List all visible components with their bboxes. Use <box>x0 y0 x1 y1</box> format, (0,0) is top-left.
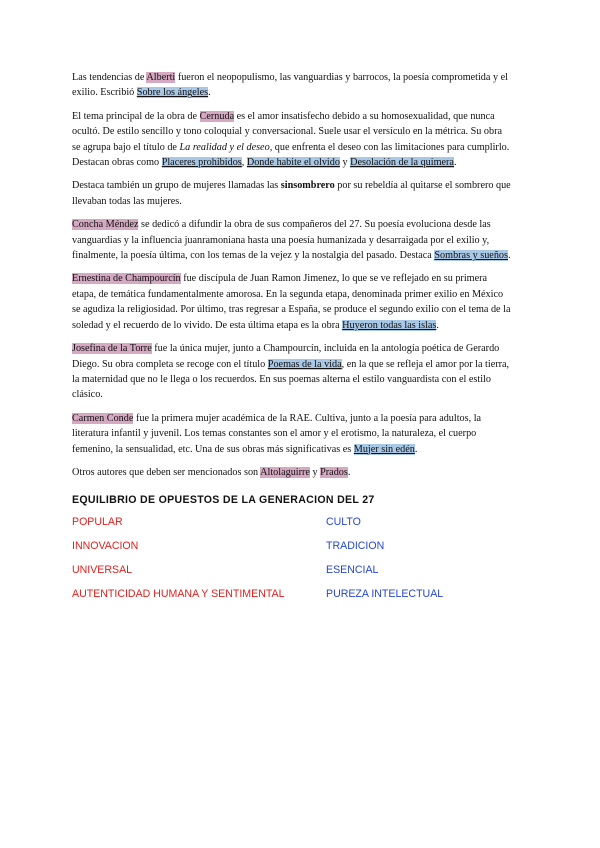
author-prados: Prados <box>320 466 348 478</box>
opposite-right: TRADICION <box>326 540 385 553</box>
work-poemas-de-la-vida[interactable]: Poemas de la vida <box>267 358 342 370</box>
opposite-right: ESENCIAL <box>326 564 379 577</box>
paragraph-carmen-conde <box>72 411 512 457</box>
text: . <box>347 466 351 478</box>
author-ernestina-de-champourcin: Ernestina de Champourcín <box>72 273 181 285</box>
text: Destaca también un grupo de mujeres llamadas las <box>72 180 281 192</box>
text: fue la primera mujer académica de la RAE. Cultiva, junto a la poesía para adultos, la literatura infantil y juvenil. Los temas constantes son el amor y el erotismo, la naturaleza, el cuerpo femenino, la sensualidad, etc. Una de sus obras más significativas es <box>72 412 482 455</box>
work-title-italic: La realidad y el deseo <box>179 141 270 153</box>
paragraph-concha-mendez <box>72 217 512 263</box>
opposites-row <box>72 564 512 588</box>
text: , en la que se refleja el amor por la tierra, la maternidad que no le llega o los recuerdos. En sus poemas alterna el estilo vanguardista con el estilo clásico. <box>72 358 510 401</box>
text: Las tendencias de <box>72 72 147 83</box>
text: . <box>453 157 457 169</box>
work-huyeron-todas-las-islas[interactable]: Huyeron todas las islas <box>342 319 437 331</box>
text: . <box>507 250 511 262</box>
work-desolacion-de-la-quimera[interactable]: Desolación de la quimera <box>350 157 454 169</box>
author-cernuda: Cernuda <box>199 110 235 122</box>
paragraph-sinsombrero <box>72 178 512 209</box>
paragraph-cernuda <box>72 109 512 171</box>
opposites-row <box>72 540 512 564</box>
opposite-right: CULTO <box>326 516 361 529</box>
opposites-row <box>72 588 512 612</box>
work-donde-habite-el-olvido[interactable]: Donde habite el olvido <box>246 157 340 169</box>
work-sobre-los-angeles[interactable]: Sobre los ángeles <box>136 87 209 99</box>
text: . <box>436 319 439 331</box>
text: fue discípula de Juan Ramon Jimenez, lo que se ve reflejado en su primera etapa, de temática fundamentalmente amorosa. En la segunda etapa, denominada primer exilio en México se agudiza la religiosidad. Por último, tras regresar a España, se produce el segundo exilio con el tema de la soledad y el recuerdo de lo vivido. De esta última etapa es la obra <box>72 273 511 331</box>
document-body <box>72 70 512 612</box>
text: , que enfrenta el deseo con las limitaciones para cumplirlo. Destacan obras como <box>72 141 510 169</box>
section-heading: EQUILIBRIO DE OPUESTOS DE LA GENERACION DEL 27 <box>72 494 375 507</box>
bold-term: sinsombrero <box>280 180 335 192</box>
opposites-row <box>72 516 512 540</box>
text: fue la única mujer, junto a Champourcín, incluida en la antología poética de Gerardo Diego. Su obra completa se recoge con el título <box>72 343 500 370</box>
text: Otros autores que deben ser mencionados son <box>72 466 261 478</box>
text: El tema principal de la obra de <box>72 110 200 122</box>
paragraph-alberti <box>72 70 512 101</box>
opposite-left: UNIVERSAL <box>72 564 133 577</box>
work-placeres-prohibidos[interactable]: Placeres prohibidos <box>161 157 242 169</box>
author-altolaguirre: Altolaguirre <box>260 466 310 478</box>
author-carmen-conde: Carmen Conde <box>72 412 134 424</box>
text: por su rebeldía al quitarse el sombrero que llevaban todas las mujeres. <box>72 180 511 207</box>
text: fueron el neopopulismo, las vanguardias y barrocos, la poesía comprometida y el exilio. Escribió <box>72 72 508 99</box>
text: y <box>309 466 321 478</box>
text: , <box>241 157 247 169</box>
opposite-left: INNOVACION <box>72 540 139 553</box>
text: se dedicó a difundir la obra de sus compañeros del 27. Su poesía evoluciona desde las vanguardias y la influencia juanramoniana hasta una poesía humanizada y desarraigada por el exilio y, finalmente, la poesía última, con los temas de la vejez y la nostalgia del pasado. Destaca <box>72 219 491 262</box>
author-josefina-de-la-torre: Josefina de la Torre <box>72 343 152 355</box>
work-sombras-y-suenos[interactable]: Sombras y sueños <box>434 250 508 262</box>
text: y <box>339 157 351 169</box>
text: es el amor insatisfecho debido a su homosexualidad, que nunca ocultó. De estilo sencillo y tono coloquial y conversacional. Suele usar el versículo en la métrica. Su obra se agrupa bajo el título de <box>72 110 503 153</box>
paragraph-otros-autores <box>72 465 512 480</box>
work-mujer-sin-eden[interactable]: Mujer sin edén <box>353 443 415 455</box>
text: . <box>414 443 418 455</box>
author-alberti: Alberti <box>146 72 176 83</box>
text: . <box>208 87 211 99</box>
opposite-left: AUTENTICIDAD HUMANA Y SENTIMENTAL <box>72 588 285 601</box>
author-concha-mendez: Concha Méndez <box>72 219 139 231</box>
paragraph-champourcin <box>72 271 512 333</box>
opposite-left: POPULAR <box>72 516 123 529</box>
paragraph-josefina-de-la-torre <box>72 341 512 403</box>
opposite-right: PUREZA INTELECTUAL <box>326 588 444 601</box>
